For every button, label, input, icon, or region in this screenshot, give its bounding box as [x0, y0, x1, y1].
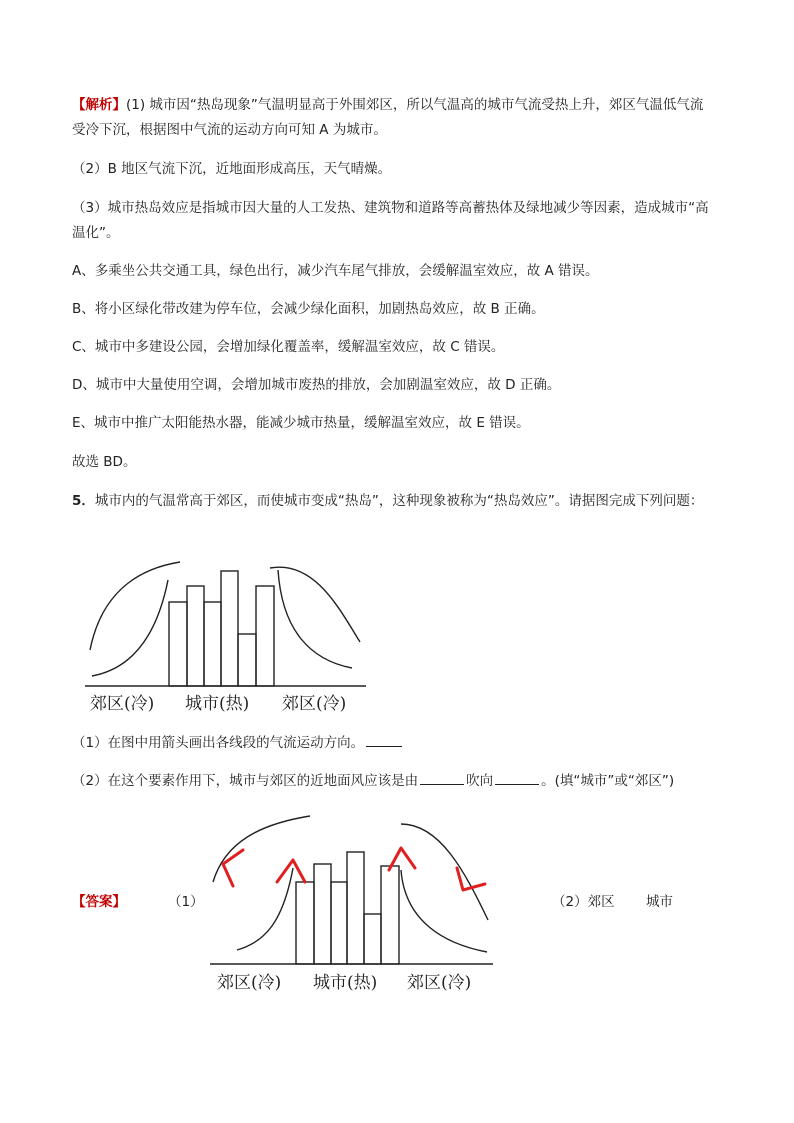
label-city: 城市(热): [185, 694, 250, 714]
label-suburb-left: 郊区(冷): [90, 694, 155, 714]
analysis-p3-line-2: 温化”。: [72, 225, 120, 241]
question-stem-text: 城市内的气温常高于郊区，而使城市变成“热岛”，这种现象被称为“热岛效应”。请据图完成下列问题：: [94, 493, 704, 509]
answer-airflow-curve-right-top: [401, 824, 488, 920]
question-part-1: [72, 731, 732, 756]
answer-building-3: [331, 882, 347, 964]
red-arrow-down-right-icon: [457, 868, 485, 890]
answer-part-1-label: （1）: [168, 894, 204, 910]
answer-building-1: [296, 882, 314, 964]
option-a: A、多乘坐公共交通工具，绿色出行，减少汽车尾气排放，会缓解温室效应，故 A 错误。: [72, 263, 599, 279]
option-e: E、城市中推广太阳能热水器，能减少城市热量，缓解温室效应，故 E 错误。: [72, 415, 530, 431]
question-part-2-text-a: （2）在这个要素作用下，城市与郊区的近地面风应该是由: [72, 773, 419, 789]
analysis-paragraph-1: [72, 93, 732, 143]
analysis-p3-line-1: （3）城市热岛效应是指城市因大量的人工发热、建筑物和道路等高蓄热体及绿地减少等因素，造成城市“高: [72, 200, 709, 216]
answer-label-suburb-left: 郊区(冷): [217, 973, 282, 993]
analysis-conclusion: 故选 BD。: [72, 454, 137, 470]
answer-label-suburb-right: 郊区(冷): [407, 973, 472, 993]
answer-blank-3[interactable]: [495, 770, 539, 785]
label-suburb-right: 郊区(冷): [282, 694, 347, 714]
answer-blank-1[interactable]: [366, 732, 402, 747]
question-part-1-text: （1）在图中用箭头画出各线段的气流运动方向。: [72, 735, 365, 751]
airflow-curve-left-inner: [92, 580, 168, 676]
building-2: [187, 586, 204, 686]
answer-tag: 【答案】: [72, 894, 126, 910]
building-4: [221, 571, 238, 686]
answer-blank-2[interactable]: [420, 770, 464, 785]
option-b: B、将小区绿化带改建为停车位，会减少绿化面积，加剧热岛效应，故 B 正确。: [72, 301, 545, 317]
answer-building-6: [381, 866, 399, 964]
analysis-tag: 【解析】: [72, 97, 126, 113]
airflow-curve-left-top: [90, 562, 180, 650]
answer-building-5: [364, 914, 381, 964]
heat-island-diagram: [70, 550, 390, 720]
red-arrow-up-city-right-icon: [389, 848, 415, 870]
option-c: C、城市中多建设公园，会增加绿化覆盖率，缓解温室效应，故 C 错误。: [72, 339, 505, 355]
answer-airflow-curve-right-inner: [401, 870, 487, 952]
analysis-point-2: （2）B 地区气流下沉，近地面形成高压，天气晴燥。: [72, 161, 392, 177]
question-part-2-text-b: 吹向: [466, 773, 494, 789]
building-3: [204, 602, 221, 686]
building-6: [256, 586, 274, 686]
question-number: 5．: [72, 493, 95, 509]
analysis-line-1: (1) 城市因“热岛现象”气温明显高于外围郊区，所以气温高的城市气流受热上升，郊区气温低气流: [126, 97, 704, 113]
answer-building-2: [314, 864, 331, 964]
answer-part-2-value: 城市: [646, 894, 673, 910]
building-1: [169, 602, 187, 686]
question-part-2-text-c: 。(填“城市”或“郊区”): [541, 773, 675, 789]
answer-diagram: [205, 812, 495, 1002]
answer-part-2-label: （2）郊区: [552, 894, 615, 910]
answer-building-4: [347, 852, 364, 964]
analysis-line-2: 受冷下沉，根据图中气流的运动方向可知 A 为城市。: [72, 122, 387, 138]
airflow-curve-right-inner: [278, 570, 352, 668]
question-stem: [72, 489, 732, 514]
option-d: D、城市中大量使用空调，会增加城市废热的排放，会加剧温室效应，故 D 正确。: [72, 377, 561, 393]
building-5: [238, 634, 256, 686]
answer-label-city: 城市(热): [313, 973, 378, 993]
question-part-2: [72, 769, 732, 794]
answer-airflow-curve-left-inner: [237, 868, 293, 950]
analysis-paragraph-3: [72, 196, 732, 246]
